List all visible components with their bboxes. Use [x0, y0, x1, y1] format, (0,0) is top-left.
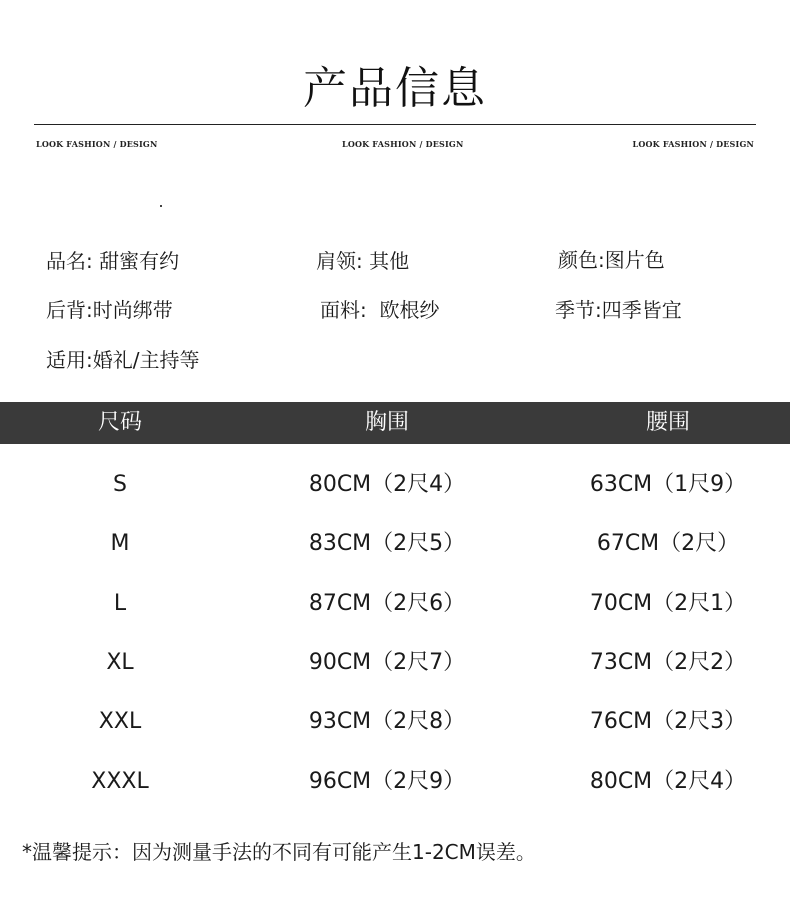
size-cell: M — [110, 531, 130, 556]
attribute-separator: : — [360, 298, 380, 322]
attribute-value: 甜蜜有约 — [99, 249, 180, 273]
attribute-separator: : — [595, 298, 602, 322]
size-cell: L — [113, 591, 127, 616]
bust-cell: 96CM（2尺9） — [308, 769, 466, 794]
attribute-key: 面料 — [320, 298, 360, 322]
attribute-value: 欧根纱 — [379, 298, 440, 322]
attribute-season — [555, 294, 682, 323]
title-divider — [34, 124, 756, 125]
table-row — [0, 524, 790, 564]
decorative-dot — [160, 205, 162, 207]
waist-cell: 80CM（2尺4） — [589, 769, 747, 794]
waist-cell: 73CM（2尺2） — [589, 650, 747, 675]
bust-cell: 83CM（2尺5） — [308, 531, 466, 556]
attribute-separator: : — [86, 249, 100, 273]
tagline-left: LOOK FASHION / DESIGN — [36, 139, 158, 149]
header-bust: 胸围 — [364, 410, 409, 435]
size-cell: XXXL — [91, 769, 149, 794]
tagline-right: LOOK FASHION / DESIGN — [632, 139, 754, 149]
attribute-back — [46, 294, 173, 323]
attribute-value: 其他 — [369, 249, 410, 273]
attribute-separator: : — [86, 298, 93, 322]
table-row — [0, 465, 790, 505]
size-cell: S — [113, 472, 127, 497]
attribute-key: 颜色 — [558, 248, 598, 272]
attribute-value: 四季皆宜 — [601, 298, 682, 322]
waist-cell: 67CM（2尺） — [596, 531, 740, 556]
table-row — [0, 643, 790, 683]
attribute-value: 时尚绑带 — [92, 298, 173, 322]
attribute-separator: : — [86, 348, 93, 372]
page-title: 产品信息 — [303, 63, 487, 114]
waist-cell: 70CM（2尺1） — [589, 591, 747, 616]
attribute-color — [558, 244, 665, 273]
attribute-occasion — [46, 344, 200, 373]
table-row — [0, 702, 790, 742]
tagline-center: LOOK FASHION / DESIGN — [342, 139, 464, 149]
attribute-key: 适用 — [46, 348, 86, 372]
size-table-header — [0, 402, 790, 444]
attribute-key: 季节 — [555, 298, 595, 322]
attribute-key: 后背 — [46, 298, 86, 322]
size-cell: XXL — [98, 709, 142, 734]
header-size: 尺码 — [97, 410, 142, 435]
size-cell: XL — [106, 650, 134, 675]
waist-cell: 63CM（1尺9） — [589, 472, 747, 497]
attribute-separator: : — [598, 248, 605, 272]
attribute-product-name — [46, 245, 179, 274]
bust-cell: 80CM（2尺4） — [308, 472, 466, 497]
measurement-note: *温馨提示：因为测量手法的不同有可能产生1-2CM误差。 — [22, 840, 536, 864]
waist-cell: 76CM（2尺3） — [589, 709, 747, 734]
header-waist: 腰围 — [645, 410, 690, 435]
attribute-key: 肩领 — [316, 249, 356, 273]
attribute-key: 品名 — [46, 249, 86, 273]
table-row — [0, 762, 790, 802]
attribute-value: 图片色 — [604, 248, 665, 272]
attribute-fabric — [320, 294, 439, 323]
attribute-neckline — [316, 245, 409, 274]
attribute-value: 婚礼/主持等 — [92, 348, 200, 372]
bust-cell: 87CM（2尺6） — [308, 591, 466, 616]
table-row — [0, 584, 790, 624]
bust-cell: 93CM（2尺8） — [308, 709, 466, 734]
attribute-separator: : — [356, 249, 370, 273]
bust-cell: 90CM（2尺7） — [308, 650, 466, 675]
